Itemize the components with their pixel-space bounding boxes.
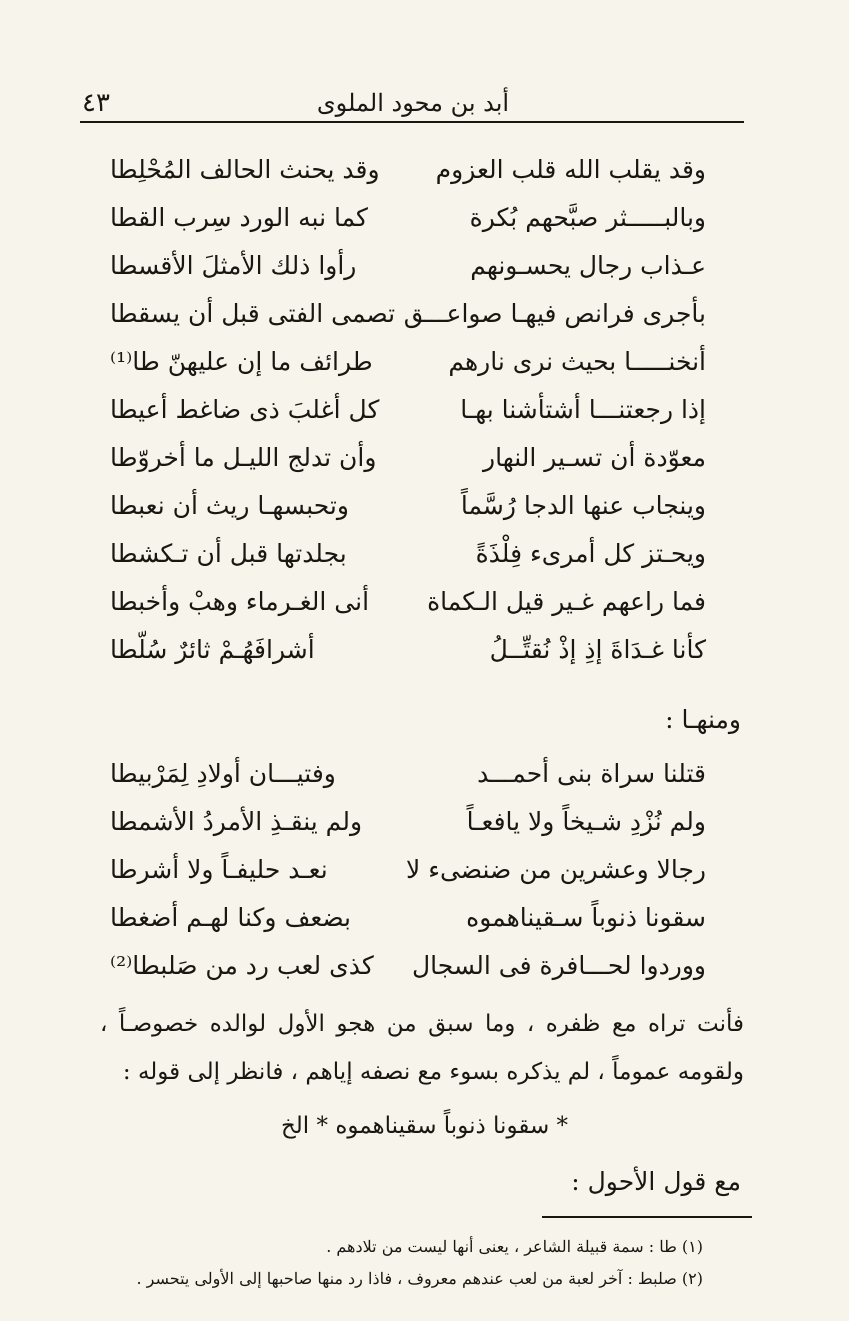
- second-hemistich: كذى لعب رد من صَلبطا⁽²⁾: [110, 951, 374, 980]
- second-hemistich: وفتيـــان أولادِ لِمَرْبيطا: [110, 759, 336, 788]
- first-hemistich: ووردوا لحـــافرة فى السجال: [412, 951, 706, 980]
- second-hemistich: أشرافَهُـمْ ثائرٌ سُلّطا: [110, 635, 315, 664]
- first-hemistich: ولم نُزْدِ شـيخاً ولا يافعـاً: [466, 807, 706, 836]
- verse: [110, 146, 706, 194]
- running-title: أبد بن محود الملوى: [316, 89, 510, 117]
- second-hemistich: طرائف ما إن عليهنّ طا⁽¹⁾: [110, 347, 373, 376]
- first-hemistich: ويحـتز كل أمرىء فِلْذَةً: [475, 539, 706, 568]
- first-hemistich: قتلنا سراة بنى أحمـــد: [477, 759, 706, 788]
- verse: [110, 530, 706, 578]
- first-hemistich: سقونا ذنوباً سـقيناهموه: [466, 903, 706, 932]
- first-hemistich: أنخنـــــا بحيث نرى نارهم: [448, 347, 706, 376]
- quoted-hemistich: * سقونا ذنوباً سقيناهموه * الخ: [280, 1113, 569, 1139]
- second-hemistich: وقد يحنث الحالف المُحْلِطا: [110, 155, 380, 184]
- section-intro: ومنهـا :: [665, 705, 741, 734]
- first-hemistich: وبالبـــــثر صبَّحهم بُكرة: [469, 203, 706, 232]
- verse: [110, 338, 706, 386]
- verse: [110, 242, 706, 290]
- page-number: ٤٣: [82, 88, 110, 118]
- second-hemistich: وتحبسهـا ريث أن نعبطا: [110, 491, 349, 520]
- verse: [110, 846, 706, 894]
- prose-paragraph: فأنت تراه مع ظفره ، وما سبق من هجو الأول لوالده خصوصـاً ، ولقومه عموماً ، لم يذكره بسوء مع نصفه إياهم ، فانظر إلى قوله :: [100, 1011, 744, 1085]
- first-hemistich: عـذاب رجال يحسـونهم: [470, 251, 706, 280]
- after-quote-line: مع قول الأحول :: [571, 1167, 741, 1196]
- first-hemistich: إذا رجعتنـــا أشتأشنا بهـا: [460, 395, 706, 424]
- verse: [110, 578, 706, 626]
- first-hemistich: وقد يقلب الله قلب العزوم: [435, 155, 706, 184]
- second-hemistich: ولم ينقـذِ الأمردُ الأشمطا: [110, 807, 363, 836]
- verse: [110, 750, 706, 798]
- poem-section-1: [110, 146, 706, 674]
- footnote-1: (١) طا : سمة قبيلة الشاعر ، يعنى أنها ليست من تلادهم .: [326, 1237, 703, 1256]
- second-hemistich: وأن تدلج الليـل ما أخروّطا: [110, 443, 377, 472]
- second-hemistich: كل أغلبَ ذى ضاغط أعيطا: [110, 395, 380, 424]
- first-hemistich: وينجاب عنها الدجا رُسَّماً: [460, 491, 706, 520]
- first-hemistich: رجالا وعشرين من ضنضىء لا: [406, 855, 706, 884]
- header-rule: [80, 121, 744, 123]
- second-hemistich: كما نبه الورد سِرب القطا: [110, 203, 368, 232]
- second-hemistich: بجلدتها قبل أن تـكشطا: [110, 539, 347, 568]
- second-hemistich: نعـد حليفـاً ولا أشرطا: [110, 855, 328, 884]
- running-header: [82, 86, 744, 120]
- second-hemistich: تصمى الفتى قبل أن يسقطا: [110, 299, 396, 328]
- first-hemistich: بأجرى فرانص فيهـا صواعـــق: [403, 299, 706, 328]
- verse: [110, 942, 706, 990]
- verse: [110, 482, 706, 530]
- first-hemistich: فما راعهم غـير قيل الـكماة: [427, 587, 706, 616]
- verse: [110, 798, 706, 846]
- second-hemistich: رأوا ذلك الأمثلَ الأقسطا: [110, 251, 357, 280]
- second-hemistich: بضعف وكنا لهـم أضغطا: [110, 903, 352, 932]
- verse: [110, 386, 706, 434]
- first-hemistich: معوّدة أن تسـير النهار: [483, 443, 706, 472]
- footnote-rule: [542, 1216, 752, 1218]
- poem-section-2: [110, 750, 706, 990]
- verse: [110, 894, 706, 942]
- first-hemistich: كأنا غـدَاةَ إذِ إذْ نُقتِّــلُ: [489, 635, 706, 664]
- second-hemistich: أنى الغـرماء وهبْ وأخبطا: [110, 587, 370, 616]
- footnote-2: (٢) صلبط : آخر لعبة من لعب عندهم معروف ، فاذا رد منها صاحبها إلى الأولى يتحسر .: [136, 1269, 703, 1288]
- verse: [110, 194, 706, 242]
- verse: [110, 434, 706, 482]
- verse: [110, 290, 706, 338]
- verse: [110, 626, 706, 674]
